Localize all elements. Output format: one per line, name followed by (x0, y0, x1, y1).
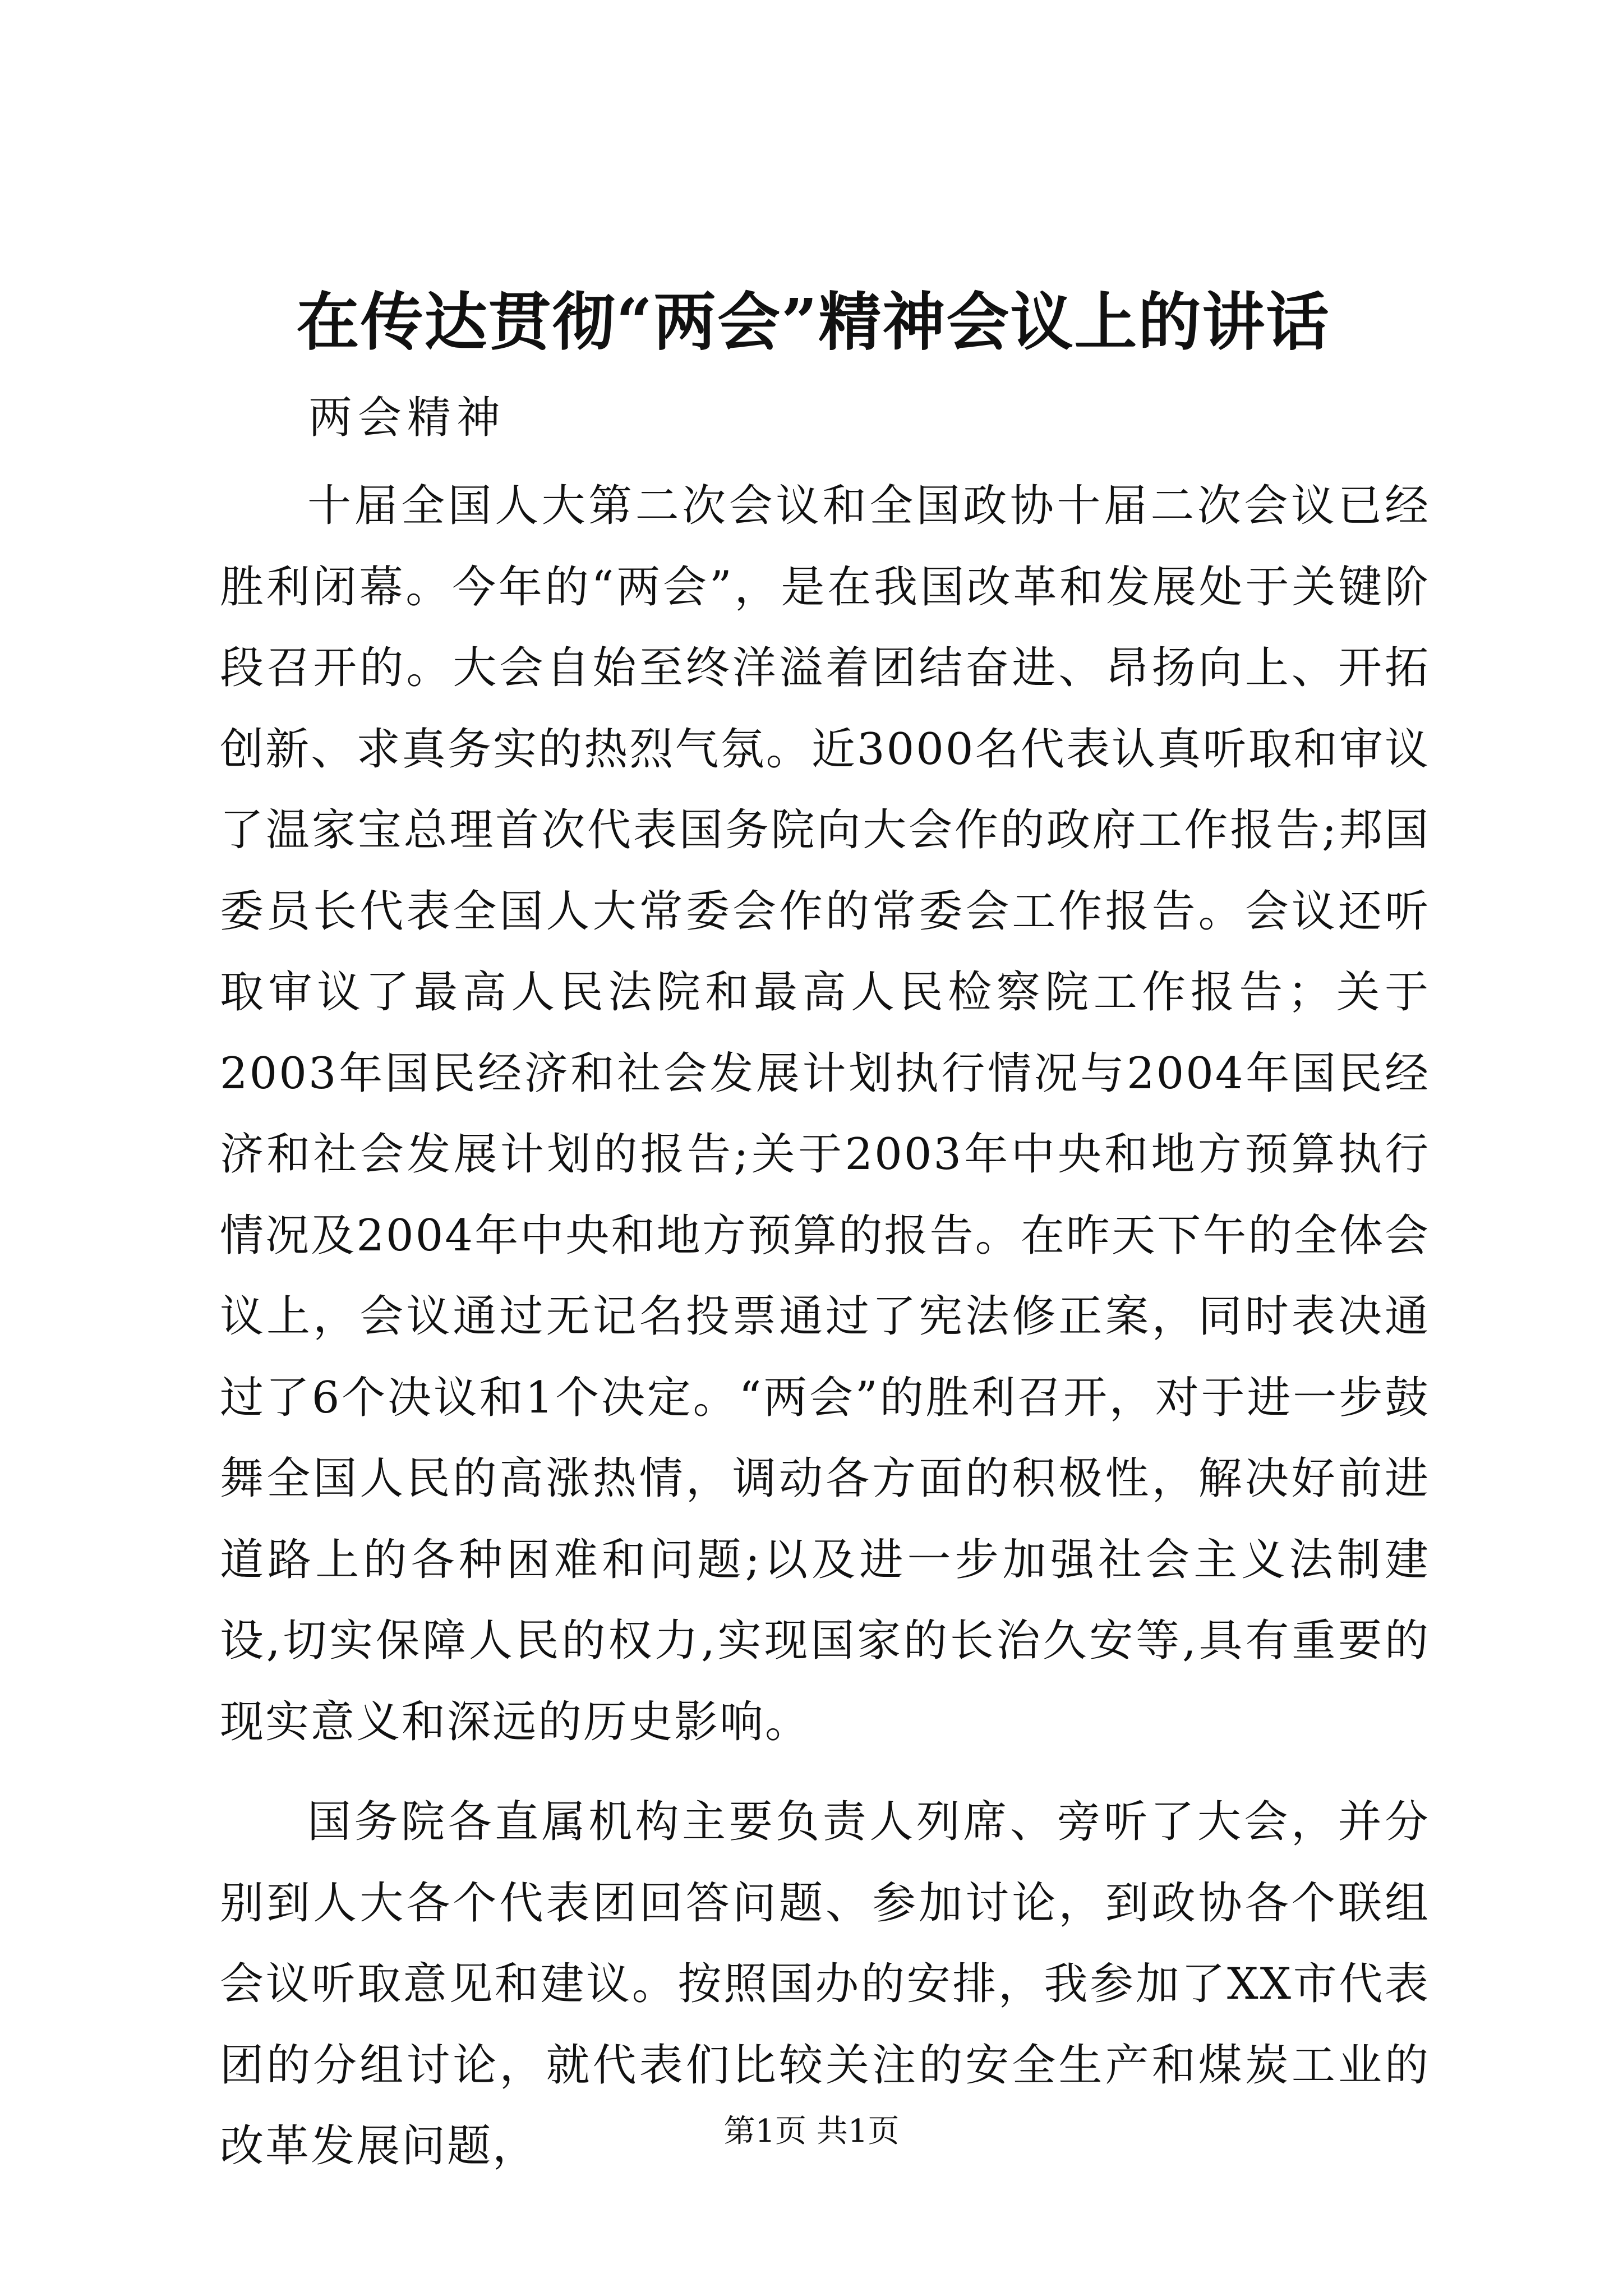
body-paragraph: 十届全国人大第二次会议和全国政协十届二次会议已经胜利闭幕。今年的“两会”，是在我国改革和发展处于关键阶段召开的。大会自始至终洋溢着团结奋进、昂扬向上、开拓创新、求真务实的热烈气氛。近3000名代表认真听取和审议了温家宝总理首次代表国务院向大会作的政府工作报告;邦国委员长代表全国人大常委会作的常委会工作报告。会议还听取审议了最高人民法院和最高人民检察院工作报告；关于2003年国民经济和社会发展计划执行情况与2004年国民经济和社会发展计划的报告;关于2003年中央和地方预算执行情况及2004年中央和地方预算的报告。在昨天下午的全体会议上，会议通过无记名投票通过了宪法修正案，同时表决通过了6个决议和1个决定。“两会”的胜利召开，对于进一步鼓舞全国人民的高涨热情，调动各方面的积极性，解决好前进道路上的各种困难和问题;以及进一步加强社会主义法制建设,切实保障人民的权力,实现国家的长治久安等,具有重要的现实意义和深远的历史影响。 (220, 481, 1430, 1747)
page-title: 在传达贯彻“两会”精神会议上的讲话 (296, 286, 1330, 359)
document-body (220, 466, 1430, 2187)
page-number-footer: 第1页 共1页 (723, 2113, 900, 2150)
page-subtitle: 两会精神 (308, 393, 506, 443)
body-paragraph: 国务院各直属机构主要负责人列席、旁听了大会，并分别到人大各个代表团回答问题、参加讨论，到政协各个联组会议听取意见和建议。按照国办的安排，我参加了XX市代表团的分组讨论，就代表们比较关注的安全生产和煤炭工业的改革发展问题， (220, 1797, 1430, 2171)
